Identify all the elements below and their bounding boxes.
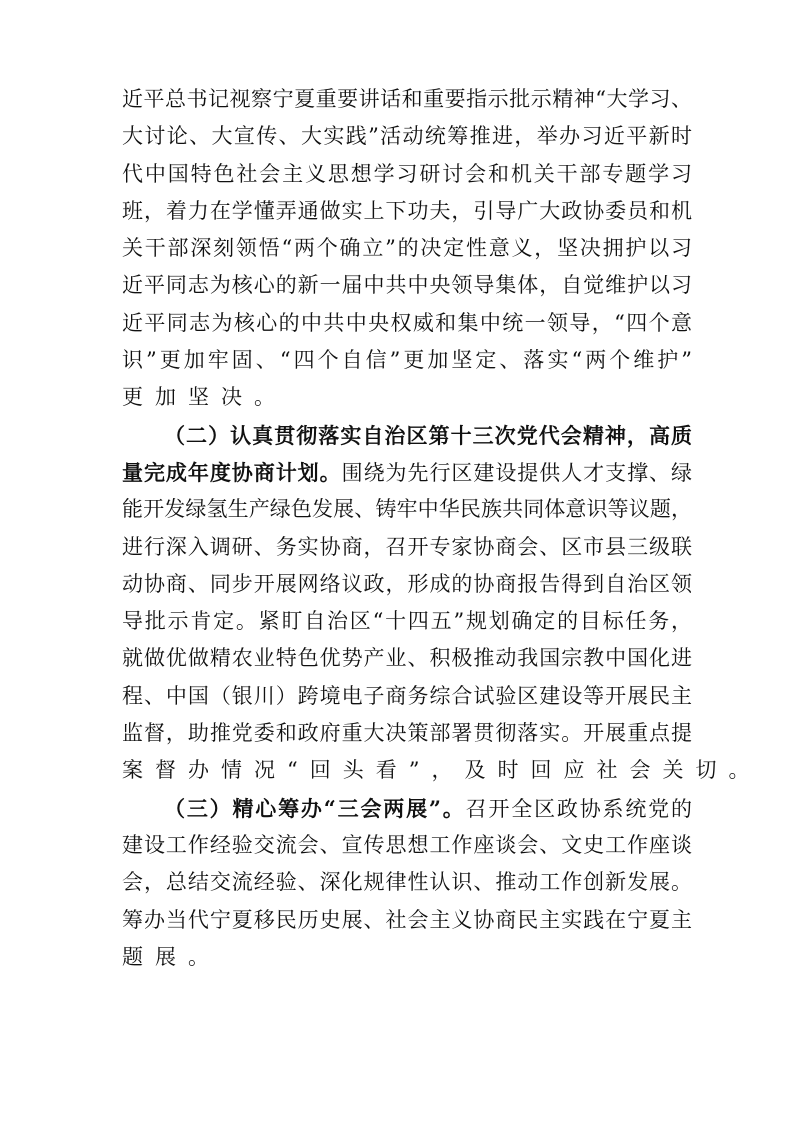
text-line: 建设工作经验交流会、宣传思想工作座谈会、文史工作座谈 <box>122 832 692 857</box>
text-line: 监督，助推党委和政府重大决策部署贯彻落实。开展重点提 <box>122 721 692 746</box>
text-line: 导批示肯定。紧盯自治区“十四五”规划确定的目标任务， <box>122 609 692 634</box>
text-line: 更加坚决。 <box>122 385 287 410</box>
section-heading-2-cont: 量完成年度协商计划。 <box>122 459 342 485</box>
paragraph-3 <box>122 790 692 976</box>
text-line: 程、中国（银川）跨境电子商务综合试验区建设等开展民主 <box>122 683 692 708</box>
text-line: 题展。 <box>122 944 221 969</box>
paragraph-2 <box>122 417 762 790</box>
section-heading-2: （二）认真贯彻落实自治区第十三次党代会精神，高质 <box>164 422 692 448</box>
text-line: 案督办情况“回头看”，及时回应社会关切。 <box>122 758 762 783</box>
text-span: 召开全区政协系统党的 <box>465 796 692 821</box>
text-line: 会，总结交流经验、深化规律性认识、推动工作创新发展。 <box>122 870 692 895</box>
text-line: 动协商、同步开展网络议政，形成的协商报告得到自治区领 <box>122 571 692 596</box>
section-heading-3: （三）精心筹办“三会两展”。 <box>164 795 466 821</box>
text-line <box>122 790 692 827</box>
text-line: 筹办当代宁夏移民历史展、社会主义协商民主实践在宁夏主 <box>122 907 692 932</box>
text-line: 就做优做精农业特色优势产业、积极推动我国宗教中国化进 <box>122 646 692 671</box>
text-line: 代中国特色社会主义思想学习研讨会和机关干部专题学习 <box>122 161 692 186</box>
paragraph-1 <box>122 81 692 417</box>
text-line: 大讨论、大宣传、大实践”活动统筹推进，举办习近平新时 <box>122 124 692 149</box>
text-line: 近平总书记视察宁夏重要讲话和重要指示批示精神“大学习、 <box>122 87 692 111</box>
text-line: 班，着力在学懂弄通做实上下功夫，引导广大政协委员和机 <box>122 198 692 223</box>
text-line: 近平同志为核心的新一届中共中央领导集体，自觉维护以习 <box>122 273 692 298</box>
text-line: 近平同志为核心的中共中央权威和集中统一领导，“四个意 <box>122 310 692 335</box>
text-line: 进行深入调研、务实协商，召开专家协商会、区市县三级联 <box>122 534 692 559</box>
text-line: 能开发绿氢生产绿色发展、铸牢中华民族共同体意识等议题， <box>122 497 692 522</box>
text-line: 关干部深刻领悟“两个确立”的决定性意义，坚决拥护以习 <box>122 236 692 261</box>
text-line: 识”更加牢固、“四个自信”更加坚定、落实“两个维护” <box>122 348 692 373</box>
document-page <box>122 81 762 976</box>
text-span: 围绕为先行区建设提供人才支撑、绿 <box>341 460 693 485</box>
text-line <box>122 454 692 491</box>
